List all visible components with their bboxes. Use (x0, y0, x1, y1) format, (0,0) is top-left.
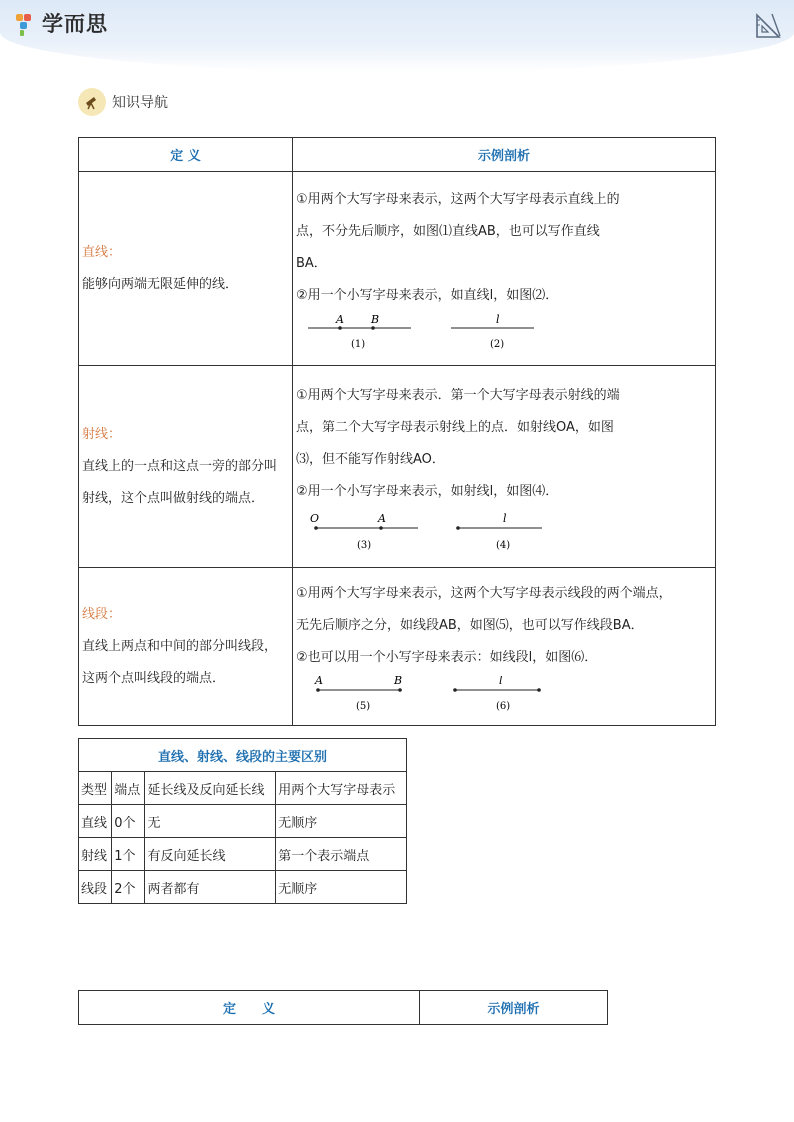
table-header-row (79, 772, 407, 805)
figure-segment (296, 676, 596, 716)
table-cell: 有反向延长线 (145, 838, 276, 871)
table-cell: 无顺序 (276, 871, 407, 904)
example-line: 无先后顺序之分，如线段AB，如图⑸，也可以写作线段BA． (296, 617, 644, 633)
table-cell: 无顺序 (276, 805, 407, 838)
table-row (79, 871, 407, 904)
example-line: BA． (296, 255, 327, 271)
table-row (79, 568, 716, 726)
difference-table (78, 738, 407, 904)
figure-line (296, 314, 596, 354)
figure-caption: (4) (496, 539, 511, 551)
column-header: 延长线及反向延长线 (145, 772, 276, 805)
point-label: B (394, 675, 403, 687)
section-title (78, 88, 168, 116)
figure-caption: (3) (357, 539, 372, 551)
table-cell: 2个 (112, 871, 145, 904)
brand-name: 学而思 (42, 12, 108, 36)
line-label: l (496, 313, 500, 326)
example-line: ②也可以用一个小写字母来表示：如线段l，如图⑹． (296, 649, 598, 665)
header-definition: 定 义 (79, 991, 420, 1025)
table-cell: 无 (145, 805, 276, 838)
table-cell: 两者都有 (145, 871, 276, 904)
figure-caption: (1) (351, 338, 366, 350)
table-cell: 第一个表示端点 (276, 838, 407, 871)
definition-cell (79, 568, 293, 726)
ruler-triangle-icon (754, 12, 782, 40)
definition-cell (79, 366, 293, 568)
point-label: A (336, 313, 344, 326)
table-caption-row (79, 739, 407, 772)
header-example: 示例剖析 (293, 138, 716, 172)
term-label: 直线： (82, 244, 122, 260)
bottom-definition-table (78, 990, 608, 1025)
section-title-text: 知识导航 (112, 95, 168, 111)
page-header-band (0, 0, 794, 72)
definition-cell (79, 172, 293, 366)
example-cell (293, 366, 716, 568)
table-header-row (79, 991, 608, 1025)
table-row (79, 172, 716, 366)
table-row (79, 366, 716, 568)
point-label: O (310, 511, 320, 525)
line-label: l (503, 511, 507, 525)
definition-text: 直线上的一点和这点一旁的部分叫射线，这个点叫做射线的端点． (82, 458, 278, 506)
definition-text: 直线上两点和中间的部分叫线段，这两个点叫线段的端点． (82, 638, 278, 686)
term-label: 线段： (82, 606, 122, 622)
telescope-icon (78, 88, 106, 116)
example-line: ②用一个小写字母来表示，如直线l，如图⑵． (296, 287, 559, 303)
header-example: 示例剖析 (420, 991, 608, 1025)
table-header-row (79, 138, 716, 172)
example-line: 点，不分先后顺序，如图⑴直线AB，也可以写作直线 (296, 223, 600, 239)
example-line: ①用两个大写字母来表示，这两个大写字母表示线段的两个端点， (296, 585, 672, 601)
figure-caption: (2) (490, 338, 505, 350)
table-row (79, 838, 407, 871)
example-line: ①用两个大写字母来表示，这两个大写字母表示直线上的 (296, 191, 620, 207)
table-cell: 0个 (112, 805, 145, 838)
example-line: ②用一个小写字母来表示，如射线l，如图⑷． (296, 483, 559, 499)
column-header: 用两个大写字母表示 (276, 772, 407, 805)
difference-table-caption: 直线、射线、线段的主要区别 (79, 739, 407, 772)
brand-logo (16, 8, 108, 38)
definition-table (78, 137, 716, 726)
table-cell: 线段 (79, 871, 112, 904)
brand-logo-icon (16, 10, 38, 36)
point-label: A (315, 675, 323, 687)
example-cell (293, 172, 716, 366)
example-cell (293, 568, 716, 726)
figure-caption: (6) (496, 700, 511, 712)
point-label: A (378, 511, 386, 525)
definition-text: 能够向两端无限延伸的线． (82, 276, 239, 292)
line-label: l (499, 675, 503, 687)
table-cell: 直线 (79, 805, 112, 838)
table-row (79, 805, 407, 838)
column-header: 端点 (112, 772, 145, 805)
figure-ray (296, 510, 596, 554)
example-line: ①用两个大写字母来表示．第一个大写字母表示射线的端 (296, 387, 620, 403)
term-label: 射线： (82, 426, 122, 442)
column-header: 类型 (79, 772, 112, 805)
example-line: 点，第二个大写字母表示射线上的点．如射线OA，如图 (296, 419, 614, 435)
header-definition: 定 义 (79, 138, 293, 172)
figure-caption: (5) (356, 700, 371, 712)
table-cell: 射线 (79, 838, 112, 871)
example-line: ⑶，但不能写作射线AO． (296, 451, 445, 467)
table-cell: 1个 (112, 838, 145, 871)
point-label: B (371, 313, 380, 326)
